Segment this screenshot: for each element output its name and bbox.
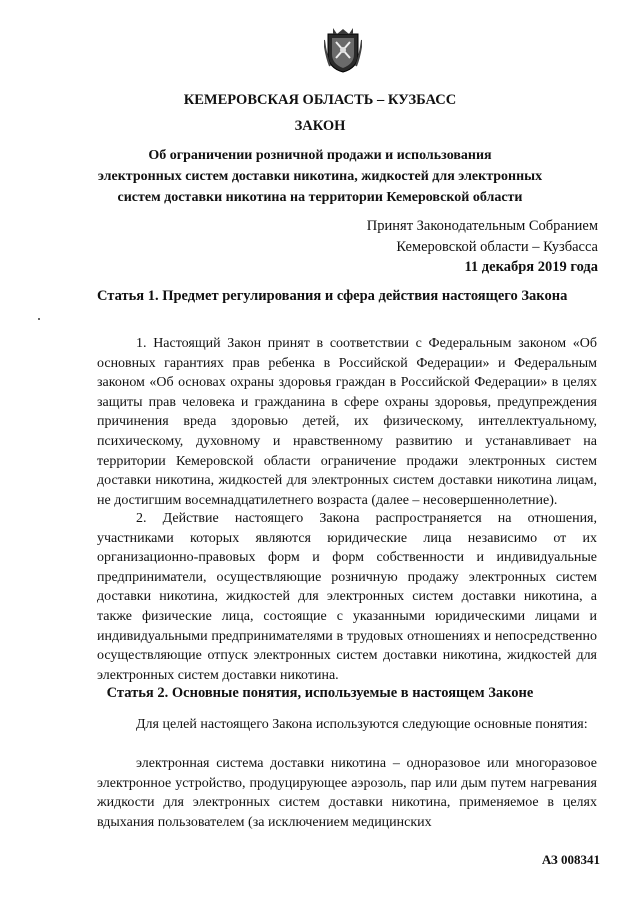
article-1-paragraph-1: 1. Настоящий Закон принят в соответствии с Федеральным законом «Об основных гарантиях прав ребенка в Российской Федерации» и Федеральным законом «Об основах охраны здоровья граждан в Российской Федерации» в целях защиты прав человека и гражданина в сфере охраны здоровья, предупреждения причинения вреда здоровью детей, их физическому, интеллектуальному, психическому, духовному и нравственному развитию и устанавливает на территории Кемеровской области ограничение продажи электронных систем доставки никотина, жидкостей для электронных систем доставки никотина лицам, не достигшим восемнадцатилетнего возраста (далее – несовершеннолетние).: [97, 336, 597, 508]
adoption-line: Принят Законодательным Собранием: [366, 218, 598, 234]
article-2-paragraph-1: Для целей настоящего Закона используются следующие основные понятия:: [136, 717, 588, 732]
document-type: ЗАКОН: [294, 118, 346, 134]
law-title-line: электронных систем доставки никотина, жидкостей для электронных: [97, 169, 543, 184]
law-title-line: Об ограничении розничной продажи и использования: [148, 148, 492, 163]
article-1-paragraph-2: 2. Действие настоящего Закона распространяется на отношения, участниками которых являются юридические лица независимо от их организационно-правовых форм и форм собственности и индивидуальные предприниматели, осуществляющие розничную продажу электронных систем доставки никотина, жидкостей для электронных систем доставки никотина, а также физические лица, состоящие с указанными юридическими лицами и индивидуальными предпринимателями в трудовых отношениях и непосредственно осуществляющие отпуск электронных систем доставки никотина, жидкостей для электронных систем доставки никотина.: [97, 511, 597, 683]
article-2-heading: Статья 2. Основные понятия, используемые в настоящем Законе: [106, 685, 534, 701]
adoption-block: [367, 216, 598, 278]
adoption-line: Кемеровской области – Кузбасса: [396, 238, 598, 255]
coat-of-arms-icon: [324, 26, 362, 74]
margin-mark: [38, 318, 40, 320]
adoption-date: 11 декабря 2019 года: [464, 259, 598, 275]
law-title: [0, 145, 640, 208]
article-1-heading: Статья 1. Предмет регулирования и сфера действия настоящего Закона: [97, 288, 568, 304]
article-2-paragraph-2: электронная система доставки никотина – одноразовое или многоразовое электронное устройство, продуцирующее аэрозоль, пар или дым путем нагревания жидкости для электронных систем доставки никотина, применяемое в целях вдыхания пользователем (за исключением медицинских: [97, 756, 597, 830]
law-title-line: систем доставки никотина на территории Кемеровской области: [117, 190, 523, 205]
document-number: АЗ 008341: [541, 852, 600, 867]
region-heading: КЕМЕРОВСКАЯ ОБЛАСТЬ – КУЗБАСС: [183, 92, 457, 108]
